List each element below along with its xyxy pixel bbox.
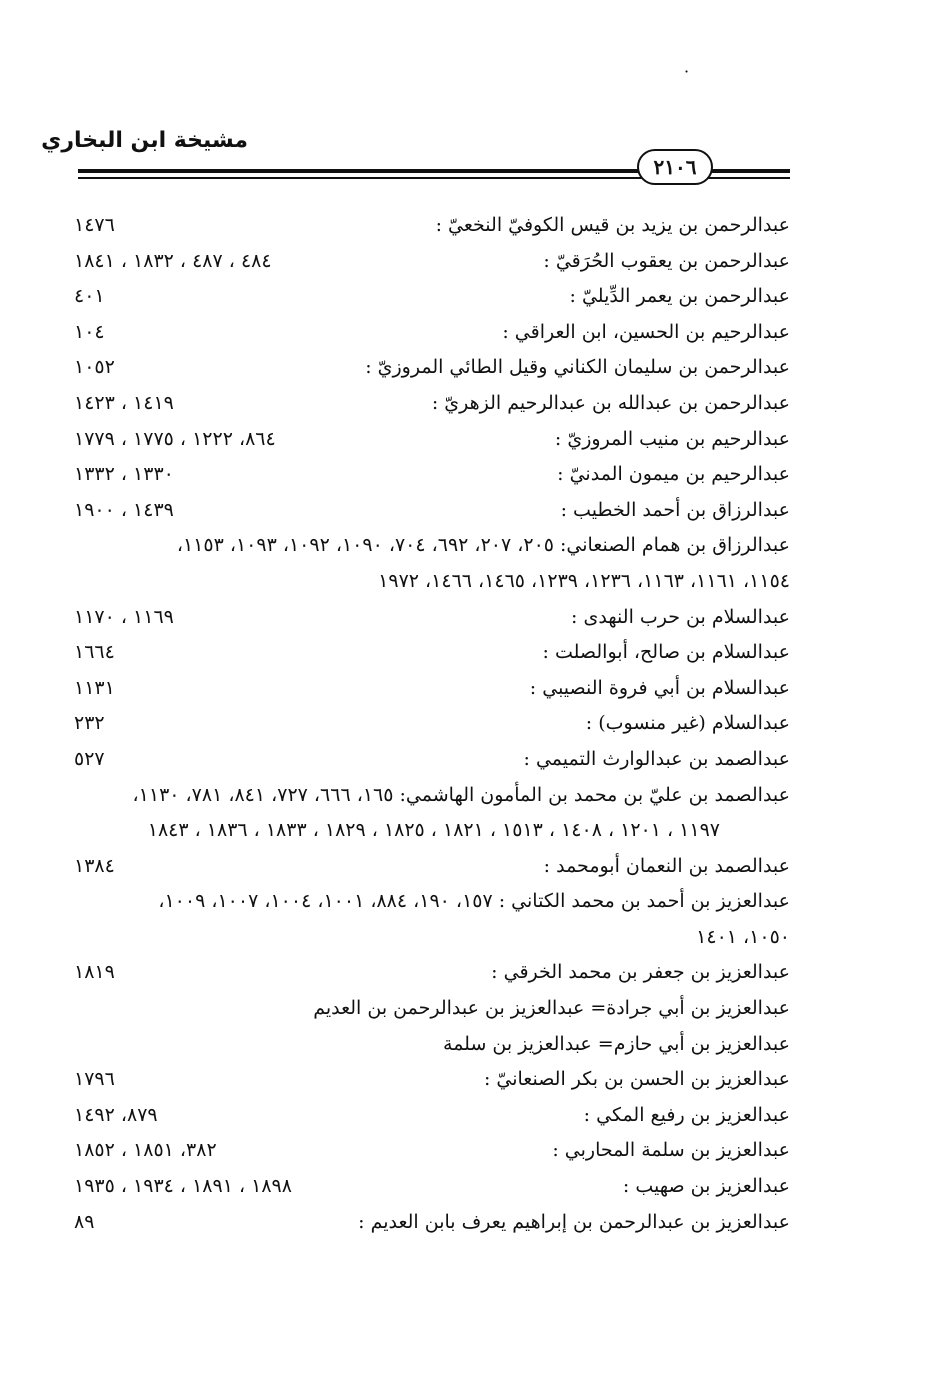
index-entry	[70, 635, 790, 671]
entry-name: عبدالرحيم بن الحسين، ابن العراقي :	[502, 320, 790, 343]
entry-references: ٤٠١	[74, 285, 105, 308]
index-entry	[70, 742, 790, 778]
index-entry	[70, 849, 790, 885]
entry-references: ٨٩	[74, 1210, 95, 1233]
index-entry	[70, 528, 790, 564]
entry-references: ٤٨٤ ، ٤٨٧ ، ١٨٣٢ ، ١٨٤١	[74, 249, 272, 272]
entry-references: ١٦٦٤	[74, 641, 115, 664]
entry-continuation: ١١٩٧ ، ١٢٠١ ، ١٤٠٨ ، ١٥١٣ ، ١٨٢١ ، ١٨٢٥ ، ١٨٢٩ ، ١٨٣٣ ، ١٨٣٦ ، ١٨٤٣	[147, 819, 720, 842]
entry-references: ١٠٥٢	[74, 356, 115, 379]
entry-references: ٣٨٢، ١٨٥١ ، ١٨٥٢	[74, 1139, 217, 1162]
entry-name: عبدالسلام بن صالح، أبوالصلت :	[542, 641, 790, 664]
stray-mark: ·	[684, 62, 690, 81]
entry-references: ١٨٩٨ ، ١٨٩١ ، ١٩٣٤ ، ١٩٣٥	[74, 1175, 292, 1198]
page-number: ٢١٠٦	[637, 149, 713, 185]
entry-references: ١١٣١	[74, 676, 115, 699]
entry-name: عبدالسلام بن حرب النهدى :	[571, 605, 790, 628]
index-entry	[70, 279, 790, 315]
entry-name: عبدالرحمن بن يعقوب الحُرَقيّ :	[543, 249, 790, 272]
entry-references: ٨٧٩، ١٤٩٢	[74, 1103, 158, 1126]
entry-references: ١٤١٩ ، ١٤٢٣	[74, 391, 174, 414]
index-entry	[70, 920, 790, 956]
index-entry	[70, 991, 790, 1027]
entry-references: ١٨١٩	[74, 961, 115, 984]
index-entry	[70, 350, 790, 386]
entry-name: عبدالعزيز بن أبي حازم= عبدالعزيز بن سلمة	[443, 1032, 790, 1055]
index-entry	[70, 1098, 790, 1134]
entry-name: عبدالسلام (غير منسوب) :	[585, 712, 790, 735]
entry-continuation: ١١٥٤، ١١٦١، ١١٦٣، ١٢٣٦، ١٢٣٩، ١٤٦٥، ١٤٦٦، ١٩٧٢	[378, 569, 790, 592]
entry-references: ٥٢٧	[74, 747, 105, 770]
entry-references: ١٠٤	[74, 320, 105, 343]
entry-name: عبدالسلام بن أبي فروة النصيبي :	[529, 676, 790, 699]
index-entry	[70, 564, 790, 600]
entry-references: ٨٦٤، ١٢٢٢ ، ١٧٧٥ ، ١٧٧٩	[74, 427, 276, 450]
index-entry	[70, 315, 790, 351]
entry-name: عبدالرزاق بن أحمد الخطيب :	[560, 498, 790, 521]
entry-name: عبدالصمد بن النعمان أبومحمد :	[543, 854, 790, 877]
index-entry	[70, 884, 790, 920]
entry-continuation: ١٠٥٠، ١٤٠١	[696, 925, 790, 948]
index-list	[70, 208, 790, 1240]
entry-references: ١٧٩٦	[74, 1068, 115, 1091]
entry-name: عبدالعزيز بن صهيب :	[622, 1175, 790, 1198]
entry-name: عبدالعزيز بن الحسن بن بكر الصنعانيّ :	[483, 1068, 790, 1091]
entry-name: عبدالعزيز بن أحمد بن محمد الكتاني : ١٥٧، ١٩٠، ٨٨٤، ١٠٠١، ١٠٠٤، ١٠٠٧، ١٠٠٩،	[158, 890, 790, 913]
entry-name: عبدالعزيز بن سلمة المحاربي :	[552, 1139, 790, 1162]
book-title: مشيخة ابن البخاري	[41, 128, 248, 153]
entry-name: عبدالعزيز بن جعفر بن محمد الخرقي :	[491, 961, 790, 984]
entry-references: ١٣٣٠ ، ١٣٣٢	[74, 463, 174, 486]
index-entry	[70, 671, 790, 707]
index-entry	[70, 706, 790, 742]
entry-references: ١٤٧٦	[74, 214, 115, 236]
index-entry	[70, 600, 790, 636]
index-entry	[70, 1062, 790, 1098]
index-entry	[70, 422, 790, 458]
entry-name: عبدالرزاق بن همام الصنعاني: ٢٠٥، ٢٠٧، ٦٩٢، ٧٠٤، ١٠٩٠، ١٠٩٢، ١٠٩٣، ١١٥٣،	[176, 534, 790, 557]
index-entry	[70, 1169, 790, 1205]
index-entry	[70, 244, 790, 280]
index-entry	[70, 813, 790, 849]
entry-references: ١٣٨٤	[74, 854, 115, 877]
index-entry	[70, 457, 790, 493]
entry-name: عبدالعزيز بن عبدالرحمن بن إبراهيم يعرف بابن العديم :	[358, 1210, 790, 1233]
index-entry	[70, 1205, 790, 1241]
index-entry	[70, 386, 790, 422]
entry-name: عبدالصمد بن عليّ بن محمد بن المأمون الهاشمي: ١٦٥، ٦٦٦، ٧٢٧، ٨٤١، ٧٨١، ١١٣٠،	[132, 783, 790, 806]
entry-name: عبدالرحمن بن يعمر الدِّيليّ :	[569, 285, 790, 308]
entry-name: عبدالرحيم بن ميمون المدنيّ :	[557, 463, 790, 486]
index-entry	[70, 955, 790, 991]
entry-name: عبدالرحمن بن يزيد بن قيس الكوفيّ النخعيّ :	[435, 214, 790, 236]
index-entry	[70, 778, 790, 814]
entry-references: ٢٣٢	[74, 712, 105, 735]
entry-name: عبدالرحمن بن عبدالله بن عبدالرحيم الزهريّ :	[431, 391, 790, 414]
index-entry	[70, 1027, 790, 1063]
entry-name: عبدالعزيز بن أبي جرادة= عبدالعزيز بن عبدالرحمن بن العديم	[313, 997, 790, 1020]
entry-references: ١٤٣٩ ، ١٩٠٠	[74, 498, 174, 521]
index-entry	[70, 493, 790, 529]
index-entry	[70, 208, 790, 244]
entry-name: عبدالرحمن بن سليمان الكناني وقيل الطائي المروزيّ :	[365, 356, 790, 379]
entry-name: عبدالصمد بن عبدالوارث التميمي :	[523, 747, 790, 770]
entry-references: ١١٦٩ ، ١١٧٠	[74, 605, 174, 628]
index-entry	[70, 1133, 790, 1169]
entry-name: عبدالعزيز بن رفيع المكي :	[583, 1103, 790, 1126]
entry-name: عبدالرحيم بن منيب المروزيّ :	[554, 427, 790, 450]
